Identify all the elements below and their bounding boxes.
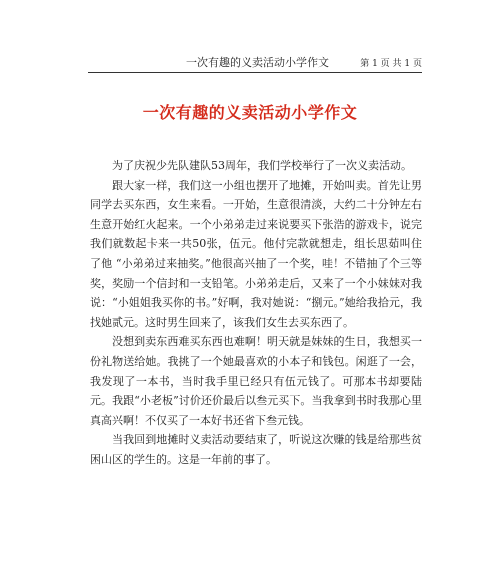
document-body bbox=[90, 156, 422, 470]
paragraph: 没想到卖东西难买东西也难啊！明天就是妹妹的生日，我想买一份礼物送给她。我挑了一个她最喜欢的小本子和钱包。闲逛了一会，我发现了一本书，当时我手里已经只有伍元钱了。可那本书却要陆元。我跟“小老板”讨价还价最后以叁元买下。当我拿到书时我那心里真高兴啊！不仅买了一本好书还省下叁元钱。 bbox=[90, 335, 422, 427]
page-header bbox=[88, 56, 422, 73]
header-title: 一次有趣的义卖活动小学作文 bbox=[186, 56, 329, 69]
page-number: 第 1 页 共 1 页 bbox=[360, 59, 422, 69]
paragraph: 为了庆祝少先队建队53周年，我们学校举行了一次义卖活动。 bbox=[112, 159, 412, 172]
paragraph: 当我回到地摊时义卖活动要结束了，听说这次赚的钱是给那些贫困山区的学生的。这是一年前的事了。 bbox=[90, 433, 422, 466]
paragraph: 跟大家一样，我们这一小组也摆开了地摊，开始叫卖。首先让男同学去买东西，女生来看。一开始，生意很清淡，大约二十分钟左右生意开始红火起来。一个小弟弟走过来说要买下张浩的游戏卡，说完我们就数起卡来一共50张，伍元。他付完款就想走，组长思茹叫住了他 “小弟弟过来抽奖。”他很高兴抽了一个奖，哇！不错抽了个三等奖，奖励一个信封和一支铅笔。小弟弟走后，又来了一个小妹妹对我说：“小姐姐我买你的书。”好啊，我对她说：“捌元。”她给我拾元，我找她贰元。这时男生回来了，该我们女生去买东西了。 bbox=[90, 178, 422, 329]
document-title: 一次有趣的义卖活动小学作文 bbox=[142, 103, 358, 122]
